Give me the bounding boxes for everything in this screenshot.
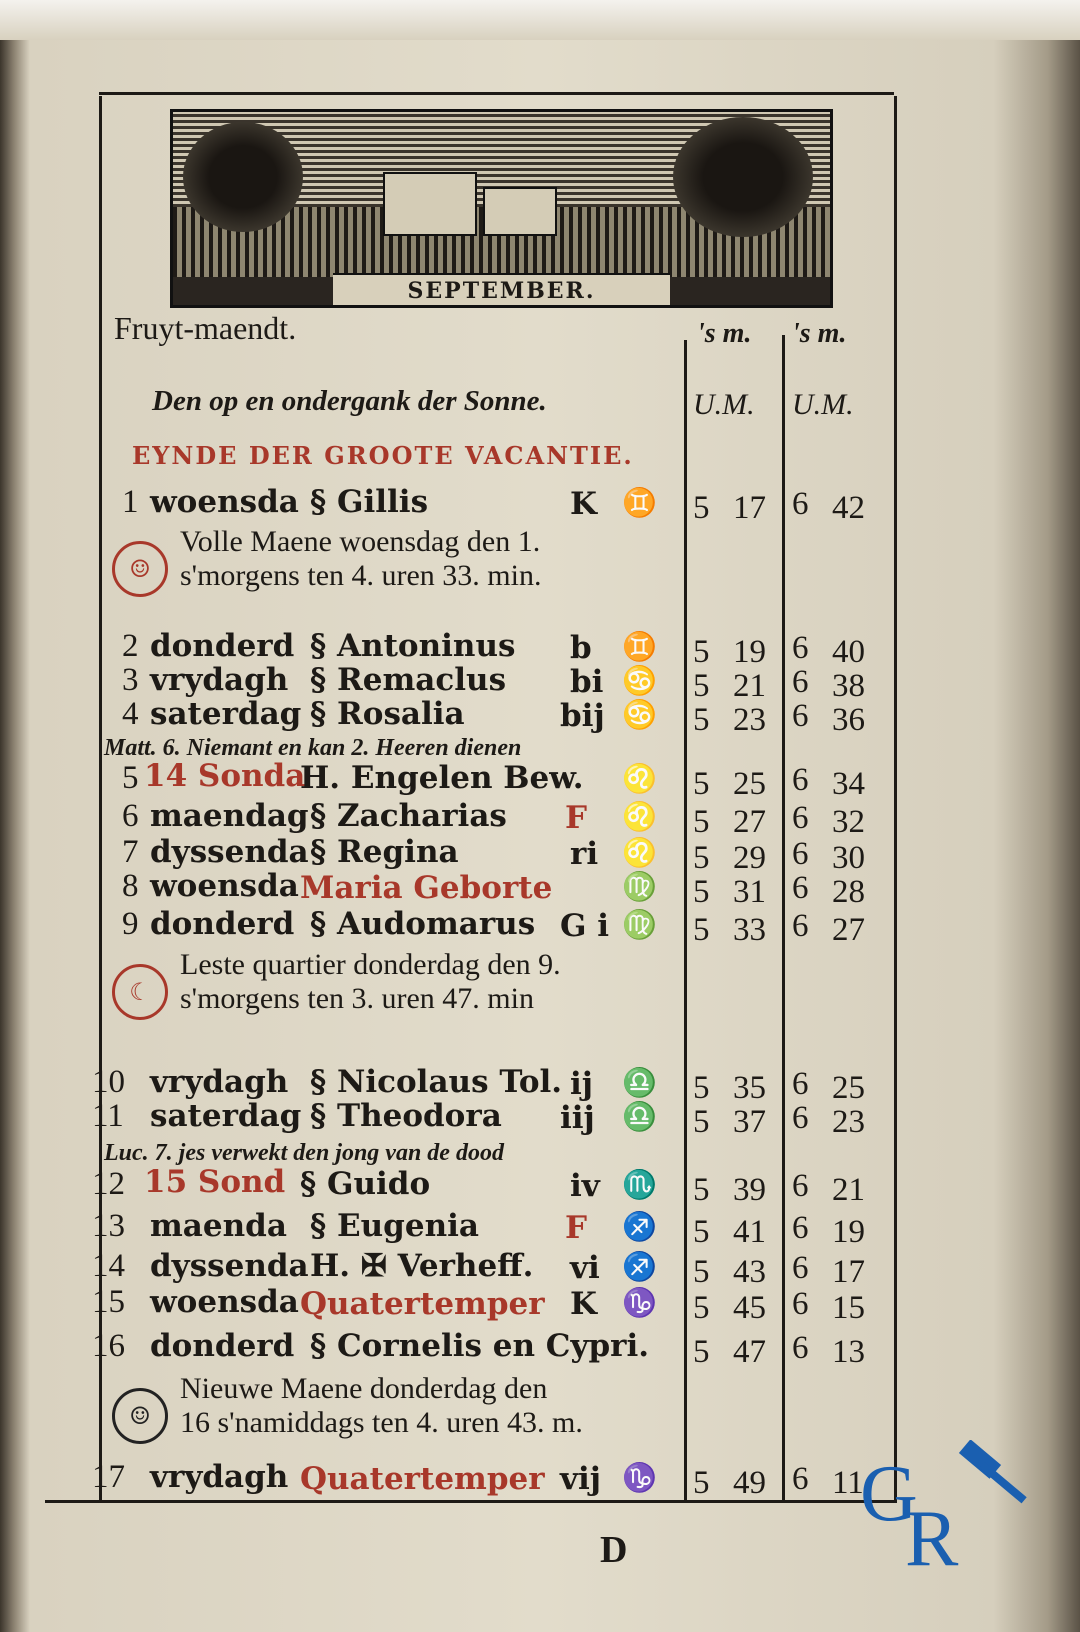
zodiac-sign-icon: ♌ <box>622 802 657 833</box>
full-moon-icon: ☺ <box>112 541 168 597</box>
sunset-hour: 6 <box>792 664 809 700</box>
moon-phase-note: s'morgens ten 3. uren 47. min <box>180 982 534 1015</box>
sunrise-minute: 21 <box>733 668 766 704</box>
sunset-minute: 19 <box>832 1214 865 1250</box>
day-number: 13 <box>92 1208 125 1244</box>
day-number: 5 <box>122 760 139 796</box>
background-top <box>0 0 1080 40</box>
sunset-hour: 6 <box>792 630 809 666</box>
saint-name: § Theodora <box>310 1098 502 1134</box>
sunset-minute: 32 <box>832 804 865 840</box>
top-rule <box>99 92 894 95</box>
saint-name: § Rosalia <box>310 696 465 732</box>
sunrise-hour: 5 <box>693 1070 710 1106</box>
sunrise-hour: 5 <box>693 804 710 840</box>
saint-name: H. ✠ Verheff. <box>310 1248 534 1284</box>
col1-top-label: 's m. <box>697 318 752 349</box>
dominical-letter: K <box>570 1286 597 1322</box>
sunset-hour: 6 <box>792 1286 809 1322</box>
moon-phase-note: Volle Maene woensdag den 1. <box>180 525 541 558</box>
zodiac-sign-icon: ♌ <box>622 764 657 795</box>
sunset-minute: 17 <box>832 1254 865 1290</box>
day-number: 3 <box>122 662 139 698</box>
sunset-minute: 42 <box>832 490 865 526</box>
sunday-label: 15 Sond <box>144 1164 286 1200</box>
sunset-hour: 6 <box>792 1210 809 1246</box>
zodiac-sign-icon: ♏ <box>622 1170 657 1201</box>
sunset-minute: 25 <box>832 1070 865 1106</box>
woodcut-illustration <box>170 109 833 308</box>
page-signature: D <box>600 1529 628 1571</box>
svg-text:G: G <box>860 1450 918 1538</box>
weekday: dyssenda <box>150 834 309 870</box>
saint-name: § Regina <box>310 834 459 870</box>
sunrise-minute: 39 <box>733 1172 766 1208</box>
weekday: maendag <box>150 798 309 834</box>
saint-name: § Eugenia <box>310 1208 479 1244</box>
sunset-minute: 36 <box>832 702 865 738</box>
saint-name: H. Engelen Bew. <box>300 760 584 796</box>
day-number: 17 <box>92 1459 125 1495</box>
sunset-hour: 6 <box>792 486 809 522</box>
sunrise-minute: 31 <box>733 874 766 910</box>
dominical-letter: K <box>570 486 597 522</box>
woodcut-title: SEPTEMBER. <box>333 273 670 305</box>
new-moon-icon: ☺ <box>112 1388 168 1444</box>
sunset-minute: 15 <box>832 1290 865 1326</box>
red-letter: F <box>565 1210 588 1246</box>
feast-name: Quatertemper <box>300 1461 545 1497</box>
sunrise-minute: 35 <box>733 1070 766 1106</box>
day-number: 1 <box>122 484 139 520</box>
saint-name: § Nicolaus Tol. <box>310 1064 563 1100</box>
sunrise-minute: 47 <box>733 1334 766 1370</box>
sunset-minute: 34 <box>832 766 865 802</box>
zodiac-sign-icon: ♑ <box>622 1463 657 1494</box>
weekday: vrydagh <box>150 1064 289 1100</box>
col1-units: U.M. <box>693 388 755 421</box>
weekday: woensda <box>150 484 299 520</box>
zodiac-sign-icon: ♊ <box>622 632 657 663</box>
day-number: 7 <box>122 834 139 870</box>
day-number: 11 <box>92 1098 124 1134</box>
weekday: maenda <box>150 1208 287 1244</box>
sunrise-hour: 5 <box>693 1254 710 1290</box>
weekday: woensda <box>150 868 299 904</box>
feast-name: Quatertemper <box>300 1286 545 1322</box>
moon-phase-note: Nieuwe Maene donderdag den <box>180 1372 548 1405</box>
sunset-minute: 11 <box>832 1465 864 1501</box>
dominical-letter: iij <box>560 1100 595 1136</box>
sunset-hour: 6 <box>792 1100 809 1136</box>
moon-phase-note: s'morgens ten 4. uren 33. min. <box>180 559 542 592</box>
sunrise-hour: 5 <box>693 702 710 738</box>
sunrise-minute: 29 <box>733 840 766 876</box>
sunset-minute: 21 <box>832 1172 865 1208</box>
zodiac-sign-icon: ♐ <box>622 1252 657 1283</box>
saint-name: § Zacharias <box>310 798 507 834</box>
day-number: 4 <box>122 696 139 732</box>
last-moon-icon: ☾ <box>112 964 168 1020</box>
zodiac-sign-icon: ♑ <box>622 1288 657 1319</box>
sunrise-hour: 5 <box>693 912 710 948</box>
saint-name: § Cornelis en Cypri. <box>310 1328 650 1364</box>
dominical-letter: b <box>570 630 592 666</box>
col2-units: U.M. <box>792 388 854 421</box>
weekday: vrydagh <box>150 662 289 698</box>
sunrise-minute: 23 <box>733 702 766 738</box>
day-number: 12 <box>92 1166 125 1202</box>
sunrise-hour: 5 <box>693 668 710 704</box>
sunrise-minute: 17 <box>733 490 766 526</box>
sunrise-hour: 5 <box>693 840 710 876</box>
weekday: woensda <box>150 1284 299 1320</box>
gavel-logo-icon <box>860 1440 1030 1570</box>
dominical-letter: vi <box>570 1250 600 1286</box>
weekday: dyssenda <box>150 1248 309 1284</box>
sunset-hour: 6 <box>792 870 809 906</box>
moon-phase-note: 16 s'namiddags ten 4. uren 43. m. <box>180 1406 583 1439</box>
sunset-hour: 6 <box>792 698 809 734</box>
col2-top-label: 's m. <box>792 318 847 349</box>
saint-name: § Remaclus <box>310 662 507 698</box>
day-number: 10 <box>92 1064 125 1100</box>
day-number: 9 <box>122 906 139 942</box>
dominical-letter: vij <box>560 1461 602 1497</box>
sunrise-hour: 5 <box>693 1172 710 1208</box>
column-divider-1 <box>684 340 687 1503</box>
zodiac-sign-icon: ♍ <box>622 910 657 941</box>
dominical-letter: ij <box>570 1066 593 1102</box>
dominical-letter: G i <box>560 908 610 944</box>
sunset-hour: 6 <box>792 908 809 944</box>
sunset-minute: 28 <box>832 874 865 910</box>
day-number: 16 <box>92 1328 125 1364</box>
zodiac-sign-icon: ♐ <box>622 1212 657 1243</box>
column-divider-2 <box>782 335 785 1503</box>
sunrise-hour: 5 <box>693 874 710 910</box>
weekday: donderd <box>150 906 295 942</box>
gr-logo <box>860 1440 1030 1592</box>
sunset-hour: 6 <box>792 836 809 872</box>
weekday: donderd <box>150 1328 295 1364</box>
red-letter: F <box>565 800 588 836</box>
subtitle: Den op en ondergank der Sonne. <box>152 385 547 417</box>
dominical-letter: iv <box>570 1168 600 1204</box>
sunset-minute: 27 <box>832 912 865 948</box>
sunset-minute: 23 <box>832 1104 865 1140</box>
sunset-hour: 6 <box>792 1066 809 1102</box>
day-number: 15 <box>92 1284 125 1320</box>
moon-phase-note: Leste quartier donderdag den 9. <box>180 948 561 981</box>
saint-name: § Audomarus <box>310 906 536 942</box>
dominical-letter: ri <box>570 836 599 872</box>
sunday-label: 14 Sonda <box>144 758 306 794</box>
saint-name: § Guido <box>300 1166 431 1202</box>
sunset-hour: 6 <box>792 762 809 798</box>
sunset-minute: 13 <box>832 1334 865 1370</box>
sunrise-minute: 33 <box>733 912 766 948</box>
sunset-minute: 40 <box>832 634 865 670</box>
sunrise-minute: 27 <box>733 804 766 840</box>
dominical-letter: bij <box>560 698 605 734</box>
sunrise-hour: 5 <box>693 1465 710 1501</box>
weekday: donderd <box>150 628 295 664</box>
zodiac-sign-icon: ♋ <box>622 700 657 731</box>
feast-name: Maria Geborte <box>300 870 553 906</box>
zodiac-sign-icon: ♎ <box>622 1068 657 1099</box>
sunrise-hour: 5 <box>693 1214 710 1250</box>
sunset-hour: 6 <box>792 1330 809 1366</box>
zodiac-sign-icon: ♋ <box>622 666 657 697</box>
day-number: 8 <box>122 868 139 904</box>
gospel-reading: Matt. 6. Niemant en kan 2. Heeren dienen <box>104 735 522 761</box>
sunset-minute: 30 <box>832 840 865 876</box>
zodiac-sign-icon: ♌ <box>622 838 657 869</box>
sunrise-minute: 19 <box>733 634 766 670</box>
weekday: vrydagh <box>150 1459 289 1495</box>
bottom-rule <box>45 1500 895 1503</box>
gospel-reading: Luc. 7. jes verwekt den jong van de dood <box>104 1140 504 1166</box>
sunrise-hour: 5 <box>693 634 710 670</box>
month-name: Fruyt-maendt. <box>114 310 297 346</box>
sunset-hour: 6 <box>792 1461 809 1497</box>
sunrise-minute: 43 <box>733 1254 766 1290</box>
zodiac-sign-icon: ♎ <box>622 1102 657 1133</box>
sunrise-minute: 45 <box>733 1290 766 1326</box>
red-notice: EYNDE DER GROOTE VACANTIE. <box>132 441 634 470</box>
day-number: 14 <box>92 1248 125 1284</box>
sunrise-hour: 5 <box>693 490 710 526</box>
sunrise-minute: 37 <box>733 1104 766 1140</box>
day-number: 6 <box>122 798 139 834</box>
sunset-hour: 6 <box>792 1168 809 1204</box>
day-number: 2 <box>122 628 139 664</box>
sunrise-hour: 5 <box>693 1290 710 1326</box>
sunrise-hour: 5 <box>693 766 710 802</box>
zodiac-sign-icon: ♊ <box>622 488 657 519</box>
saint-name: § Gillis <box>310 484 429 520</box>
svg-text:R: R <box>905 1495 959 1570</box>
sunrise-hour: 5 <box>693 1334 710 1370</box>
sunrise-minute: 49 <box>733 1465 766 1501</box>
sunset-hour: 6 <box>792 1250 809 1286</box>
sunrise-hour: 5 <box>693 1104 710 1140</box>
dominical-letter: bi <box>570 664 604 700</box>
sunset-hour: 6 <box>792 800 809 836</box>
saint-name: § Antoninus <box>310 628 516 664</box>
zodiac-sign-icon: ♍ <box>622 872 657 903</box>
weekday: saterdag <box>150 1098 302 1134</box>
weekday: saterdag <box>150 696 302 732</box>
sunset-minute: 38 <box>832 668 865 704</box>
sunrise-minute: 25 <box>733 766 766 802</box>
sunrise-minute: 41 <box>733 1214 766 1250</box>
